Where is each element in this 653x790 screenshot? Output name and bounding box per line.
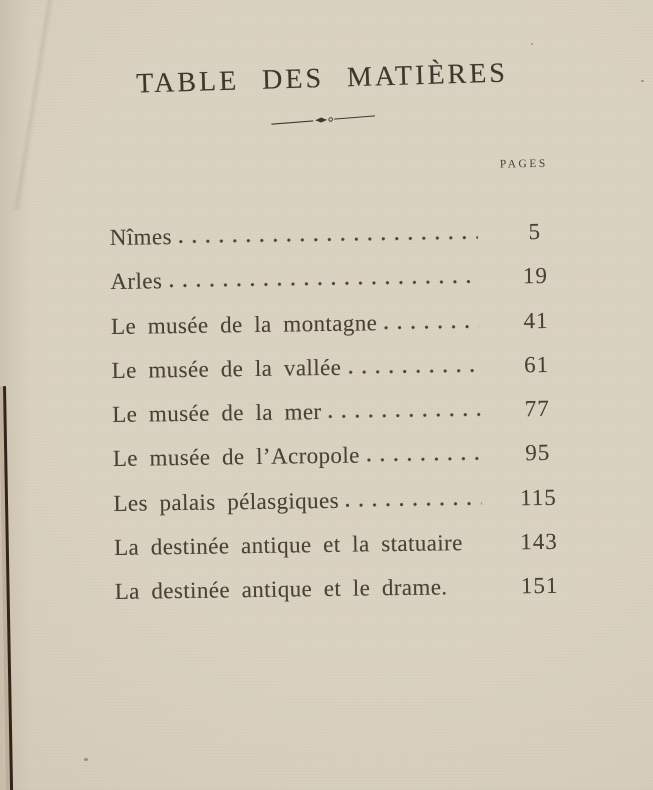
toc-leader-dots	[179, 235, 478, 244]
toc-entry-label: Nîmes	[109, 224, 173, 251]
toc-entry-label: Le musée de l’Acropole	[112, 443, 360, 472]
paper-speck	[531, 43, 533, 45]
toc-page-number: 61	[523, 351, 550, 378]
toc-page-number: 95	[525, 440, 551, 466]
toc-entry-label: La destinée antique et le drame.	[114, 574, 448, 605]
toc-entry-label: Le musée de la vallée	[111, 354, 342, 383]
toc-leader-dots	[346, 501, 482, 508]
toc-leader-dots	[470, 545, 482, 550]
toc-page-number: 41	[523, 307, 549, 333]
toc-page-number: 115	[519, 484, 557, 511]
toc-leader-dots	[367, 456, 481, 463]
toc-page-number: 5	[528, 218, 542, 245]
toc-leader-dots	[169, 279, 478, 288]
toc-page-number: 143	[520, 528, 558, 555]
toc-row	[113, 440, 582, 491]
toc-entry-label: Les palais pélasgiques	[113, 487, 340, 516]
pages-column-header: PAGES	[499, 157, 548, 171]
toc-entry-label: Le musée de la montagne	[110, 309, 378, 339]
toc-row	[111, 351, 580, 402]
toc-page-number: 77	[524, 396, 550, 422]
toc-row	[111, 307, 580, 358]
toc-row	[114, 529, 583, 580]
divider-ornament-icon	[270, 109, 375, 130]
toc-leader-dots	[384, 323, 479, 329]
toc-row	[113, 484, 582, 535]
toc-entry-label: La destinée antique et la statuaire	[113, 530, 463, 561]
toc-row	[112, 396, 581, 447]
toc-row	[110, 218, 579, 269]
toc-leader-dots	[329, 412, 481, 419]
toc-leader-dots	[348, 368, 479, 375]
toc-page-number: 19	[522, 263, 549, 289]
toc-entry-label: Le musée de la mer	[112, 399, 322, 428]
toc-row	[110, 263, 579, 314]
paper-speck	[84, 758, 88, 761]
paper-speck	[641, 80, 644, 82]
page-title: TABLE DES MATIÈRES	[135, 57, 509, 100]
toc-leader-dots	[455, 589, 483, 594]
toc-row	[115, 573, 584, 624]
toc-entry-label: Arles	[110, 268, 163, 295]
table-of-contents	[110, 218, 584, 623]
toc-page-number: 151	[520, 573, 559, 599]
